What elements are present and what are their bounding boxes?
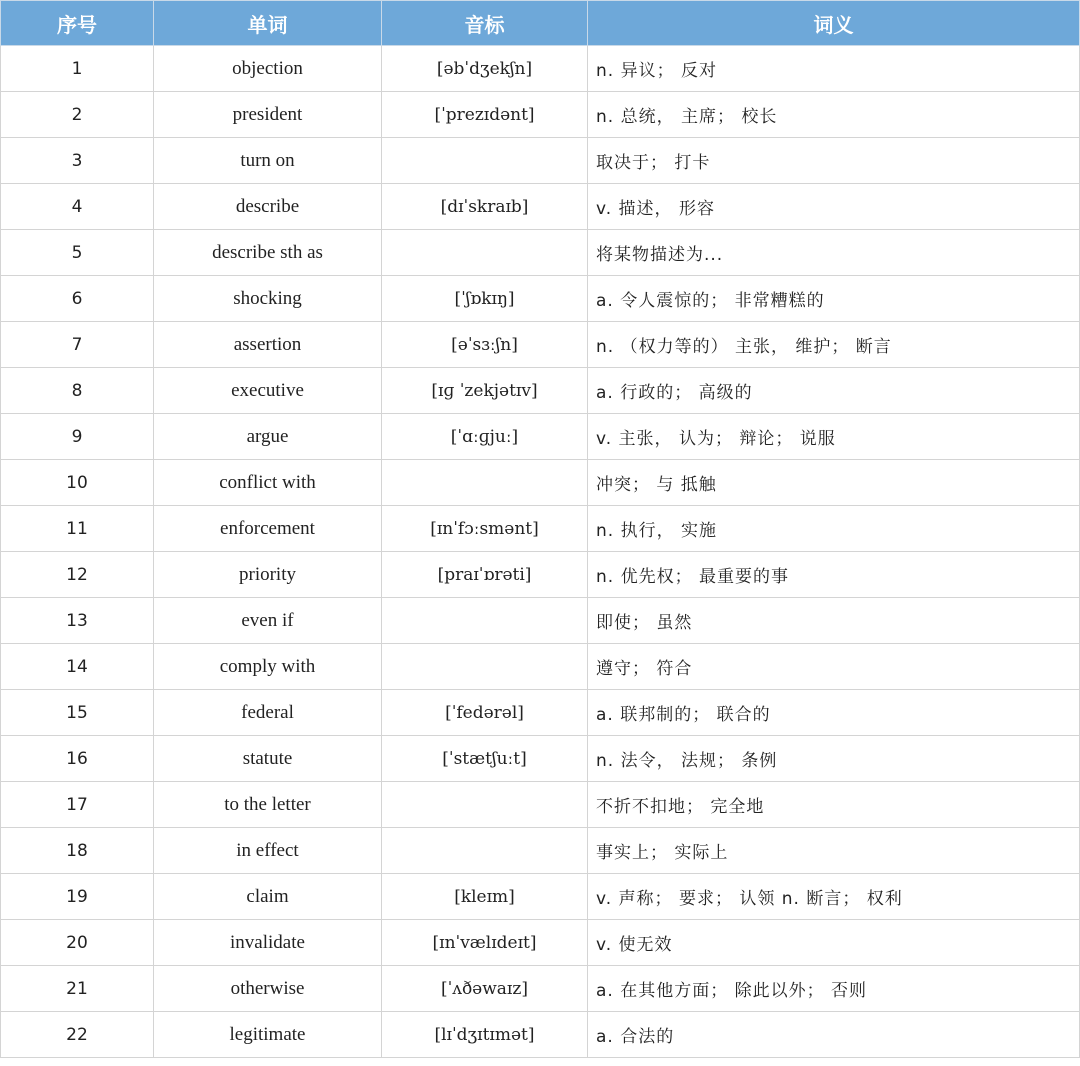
row-phonetic: [ˈʌðəwaɪz]	[382, 966, 588, 1012]
row-meaning: 取决于； 打卡	[588, 138, 1080, 184]
row-phonetic: [əbˈdʒekʃn]	[382, 46, 588, 92]
row-word: invalidate	[154, 920, 382, 966]
header-phonetic: 音标	[382, 1, 588, 46]
row-phonetic	[382, 644, 588, 690]
row-phonetic	[382, 598, 588, 644]
row-word: to the letter	[154, 782, 382, 828]
row-number: 22	[1, 1012, 154, 1058]
row-number: 13	[1, 598, 154, 644]
row-meaning: n. 执行， 实施	[588, 506, 1080, 552]
row-word: describe	[154, 184, 382, 230]
table-row	[1, 920, 1080, 966]
row-meaning: a. 联邦制的； 联合的	[588, 690, 1080, 736]
row-number: 21	[1, 966, 154, 1012]
row-meaning: 事实上； 实际上	[588, 828, 1080, 874]
table-row	[1, 368, 1080, 414]
row-number: 20	[1, 920, 154, 966]
table-row	[1, 690, 1080, 736]
row-meaning: 冲突； 与 抵触	[588, 460, 1080, 506]
row-phonetic: [ɪɡ ˈzekjətɪv]	[382, 368, 588, 414]
row-word: enforcement	[154, 506, 382, 552]
row-phonetic: [ˈprezɪdənt]	[382, 92, 588, 138]
row-phonetic: [lɪˈdʒɪtɪmət]	[382, 1012, 588, 1058]
row-phonetic: [praɪˈɒrəti]	[382, 552, 588, 598]
row-word: shocking	[154, 276, 382, 322]
row-meaning: a. 合法的	[588, 1012, 1080, 1058]
table-body	[1, 46, 1080, 1058]
table-row	[1, 230, 1080, 276]
row-number: 8	[1, 368, 154, 414]
row-word: describe sth as	[154, 230, 382, 276]
row-word: statute	[154, 736, 382, 782]
row-number: 11	[1, 506, 154, 552]
header-meaning: 词义	[588, 1, 1080, 46]
row-meaning: 不折不扣地； 完全地	[588, 782, 1080, 828]
row-meaning: v. 主张， 认为； 辩论； 说服	[588, 414, 1080, 460]
row-phonetic: [ˈstætʃuːt]	[382, 736, 588, 782]
row-number: 6	[1, 276, 154, 322]
row-word: assertion	[154, 322, 382, 368]
row-number: 17	[1, 782, 154, 828]
row-number: 10	[1, 460, 154, 506]
row-meaning: v. 声称； 要求； 认领 n. 断言； 权利	[588, 874, 1080, 920]
row-number: 2	[1, 92, 154, 138]
row-number: 19	[1, 874, 154, 920]
row-meaning: 遵守； 符合	[588, 644, 1080, 690]
row-number: 16	[1, 736, 154, 782]
row-meaning: a. 行政的； 高级的	[588, 368, 1080, 414]
row-word: in effect	[154, 828, 382, 874]
row-phonetic: [əˈsɜːʃn]	[382, 322, 588, 368]
table-row	[1, 138, 1080, 184]
table-row	[1, 736, 1080, 782]
row-phonetic	[382, 782, 588, 828]
row-meaning: n. （权力等的） 主张， 维护； 断言	[588, 322, 1080, 368]
table-row	[1, 828, 1080, 874]
row-meaning: v. 使无效	[588, 920, 1080, 966]
row-phonetic: [ɪnˈvælɪdeɪt]	[382, 920, 588, 966]
row-phonetic: [ˈɑːɡjuː]	[382, 414, 588, 460]
row-meaning: n. 优先权； 最重要的事	[588, 552, 1080, 598]
row-number: 14	[1, 644, 154, 690]
header-word: 单词	[154, 1, 382, 46]
row-number: 3	[1, 138, 154, 184]
row-meaning: a. 在其他方面； 除此以外； 否则	[588, 966, 1080, 1012]
row-word: executive	[154, 368, 382, 414]
row-word: priority	[154, 552, 382, 598]
row-meaning: n. 总统， 主席； 校长	[588, 92, 1080, 138]
row-word: otherwise	[154, 966, 382, 1012]
row-meaning: 将某物描述为...	[588, 230, 1080, 276]
table-row	[1, 506, 1080, 552]
row-meaning: a. 令人震惊的； 非常糟糕的	[588, 276, 1080, 322]
row-meaning: n. 异议； 反对	[588, 46, 1080, 92]
table-row	[1, 874, 1080, 920]
row-phonetic	[382, 138, 588, 184]
row-word: president	[154, 92, 382, 138]
table-row	[1, 1012, 1080, 1058]
table-row	[1, 184, 1080, 230]
table-row	[1, 276, 1080, 322]
row-word: turn on	[154, 138, 382, 184]
row-meaning: 即使； 虽然	[588, 598, 1080, 644]
row-number: 18	[1, 828, 154, 874]
table-row	[1, 92, 1080, 138]
row-phonetic: [dɪˈskraɪb]	[382, 184, 588, 230]
row-word: comply with	[154, 644, 382, 690]
row-word: federal	[154, 690, 382, 736]
row-phonetic: [ˈfedərəl]	[382, 690, 588, 736]
table-row	[1, 966, 1080, 1012]
row-number: 9	[1, 414, 154, 460]
table-row	[1, 460, 1080, 506]
row-number: 12	[1, 552, 154, 598]
table-row	[1, 322, 1080, 368]
row-word: objection	[154, 46, 382, 92]
row-number: 5	[1, 230, 154, 276]
row-phonetic	[382, 230, 588, 276]
row-phonetic: [kleɪm]	[382, 874, 588, 920]
table-row	[1, 414, 1080, 460]
row-number: 7	[1, 322, 154, 368]
row-phonetic: [ˈʃɒkɪŋ]	[382, 276, 588, 322]
table-row	[1, 644, 1080, 690]
row-phonetic	[382, 828, 588, 874]
row-number: 15	[1, 690, 154, 736]
header-number: 序号	[1, 1, 154, 46]
row-phonetic	[382, 460, 588, 506]
row-number: 1	[1, 46, 154, 92]
row-number: 4	[1, 184, 154, 230]
table-row	[1, 46, 1080, 92]
row-meaning: n. 法令， 法规； 条例	[588, 736, 1080, 782]
table-row	[1, 782, 1080, 828]
table-row	[1, 598, 1080, 644]
row-word: even if	[154, 598, 382, 644]
row-meaning: v. 描述， 形容	[588, 184, 1080, 230]
row-word: conflict with	[154, 460, 382, 506]
table-header-row	[1, 1, 1080, 46]
row-word: argue	[154, 414, 382, 460]
row-word: legitimate	[154, 1012, 382, 1058]
table-row	[1, 552, 1080, 598]
row-word: claim	[154, 874, 382, 920]
row-phonetic: [ɪnˈfɔːsmənt]	[382, 506, 588, 552]
